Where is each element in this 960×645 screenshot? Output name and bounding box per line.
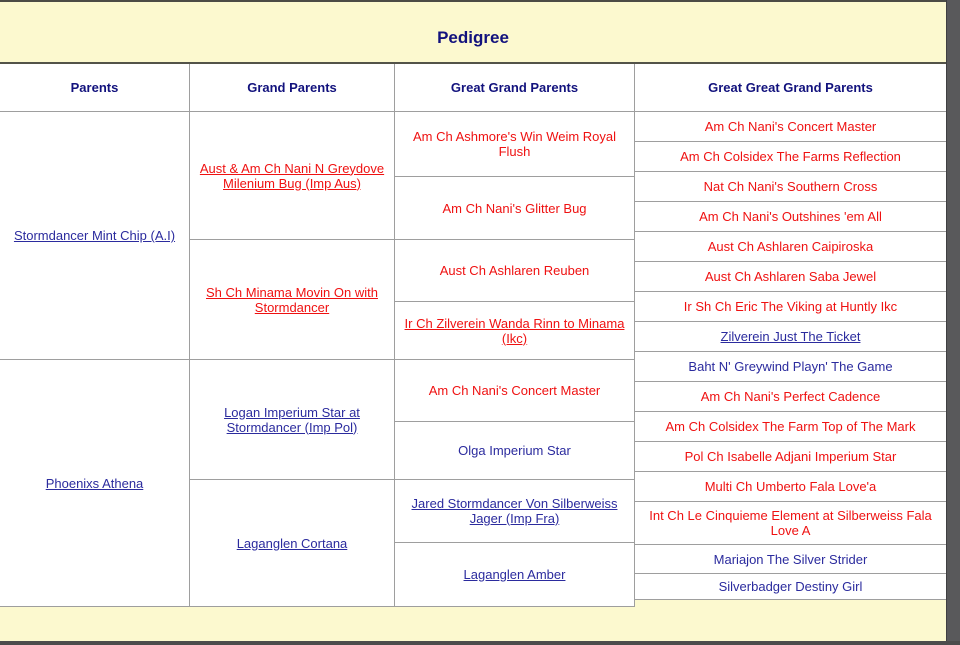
gggparent-cell-7: [635, 292, 946, 322]
ggparent-cell-5: [395, 360, 635, 422]
ggparent-8-link[interactable]: Laganglen Amber: [463, 567, 566, 582]
ggparent-cell-6: [395, 422, 635, 480]
ggparent-1-name: Am Ch Ashmore's Win Weim Royal Flush: [412, 129, 617, 159]
gggparent-8-link[interactable]: Zilverein Just The Ticket: [720, 329, 861, 344]
gggparent-4-name: Am Ch Nani's Outshines 'em All: [699, 209, 882, 224]
ggparent-6-name: Olga Imperium Star: [458, 443, 571, 458]
ggparent-3-name: Aust Ch Ashlaren Reuben: [439, 263, 590, 278]
ggparent-cell-8: [395, 543, 635, 607]
grandparent-2-link[interactable]: Sh Ch Minama Movin On with Stormdancer: [206, 284, 378, 315]
parent-1-link[interactable]: Stormdancer Mint Chip (A.I): [13, 228, 176, 243]
ggparent-cell-7: [395, 480, 635, 543]
grandparent-cell-4: [190, 480, 395, 607]
ggparent-2-name: Am Ch Nani's Glitter Bug: [442, 200, 587, 216]
ggparent-cell-2: [395, 177, 635, 240]
gggparent-cell-1: [635, 112, 946, 142]
gggparent-9-name: Baht N' Greywind Playn' The Game: [688, 359, 893, 374]
gggparent-cell-8: [635, 322, 946, 352]
ggparent-cell-4: [395, 302, 635, 360]
gggparent-13-name: Multi Ch Umberto Fala Love'a: [704, 479, 877, 494]
parent-cell-1: [0, 112, 190, 360]
gggparent-3-name: Nat Ch Nani's Southern Cross: [703, 179, 878, 194]
column-grand-parents: [190, 64, 395, 607]
window-edge-bottom: [0, 641, 960, 645]
gggparent-16-name: Silverbadger Destiny Girl: [718, 579, 863, 594]
gggparent-6-name: Aust Ch Ashlaren Saba Jewel: [704, 269, 877, 284]
parent-cell-2: [0, 360, 190, 607]
ggparent-cell-3: [395, 240, 635, 302]
gggparent-cell-6: [635, 262, 946, 292]
parent-2-link[interactable]: Phoenixs Athena: [45, 475, 144, 491]
grandparent-cell-2: [190, 240, 395, 360]
gggparent-cell-4: [635, 202, 946, 232]
header-grand-parents: Grand Parents: [190, 64, 395, 112]
ggparent-7-link[interactable]: Jared Stormdancer Von Silberweiss Jager (Imp Fra): [411, 496, 618, 526]
column-great-grand-parents: [395, 64, 635, 607]
grandparent-1-link[interactable]: Aust & Am Ch Nani N Greydove Milenium Bug (Imp Aus): [199, 160, 385, 191]
page-title: Pedigree: [437, 28, 509, 47]
gggparent-cell-14: [635, 502, 946, 545]
gggparent-10-name: Am Ch Nani's Perfect Cadence: [700, 389, 881, 404]
pedigree-table: [0, 62, 946, 607]
column-parents: [0, 64, 190, 607]
gggparent-cell-12: [635, 442, 946, 472]
grandparent-cell-3: [190, 360, 395, 480]
gggparent-cell-3: [635, 172, 946, 202]
header-great-great-grand-parents: Great Great Grand Parents: [635, 64, 946, 112]
grandparent-4-link[interactable]: Laganglen Cortana: [236, 535, 348, 551]
gggparent-cell-5: [635, 232, 946, 262]
ggparent-4-link[interactable]: Ir Ch Zilverein Wanda Rinn to Minama (Ikc): [404, 315, 625, 346]
gggparent-2-name: Am Ch Colsidex The Farms Reflection: [680, 149, 901, 164]
gggparent-5-name: Aust Ch Ashlaren Caipiroska: [707, 239, 874, 254]
gggparent-15-name: Mariajon The Silver Strider: [713, 551, 868, 567]
gggparent-cell-13: [635, 472, 946, 502]
gggparent-11-name: Am Ch Colsidex The Farm Top of The Mark: [665, 419, 916, 434]
gggparent-cell-11: [635, 412, 946, 442]
grandparent-3-link[interactable]: Logan Imperium Star at Stormdancer (Imp Pol): [224, 404, 360, 435]
ggparent-cell-1: [395, 112, 635, 177]
gggparent-cell-10: [635, 382, 946, 412]
header-parents: Parents: [0, 64, 190, 112]
column-great-great-grand-parents: [635, 64, 946, 600]
gggparent-cell-2: [635, 142, 946, 172]
header-great-grand-parents: Great Grand Parents: [395, 64, 635, 112]
gggparent-7-name: Ir Sh Ch Eric The Viking at Huntly Ikc: [683, 299, 898, 314]
gggparent-cell-16: [635, 574, 946, 600]
gggparent-cell-15: [635, 545, 946, 574]
ggparent-5-name: Am Ch Nani's Concert Master: [428, 383, 601, 398]
gggparent-1-name: Am Ch Nani's Concert Master: [704, 119, 877, 134]
window-edge-right: [946, 0, 960, 645]
gggparent-cell-9: [635, 352, 946, 382]
window-edge-top: [0, 0, 960, 2]
gggparent-12-name: Pol Ch Isabelle Adjani Imperium Star: [684, 449, 897, 464]
grandparent-cell-1: [190, 112, 395, 240]
gggparent-14-name: Int Ch Le Cinquieme Element at Silberweiss Fala Love A: [649, 508, 932, 538]
